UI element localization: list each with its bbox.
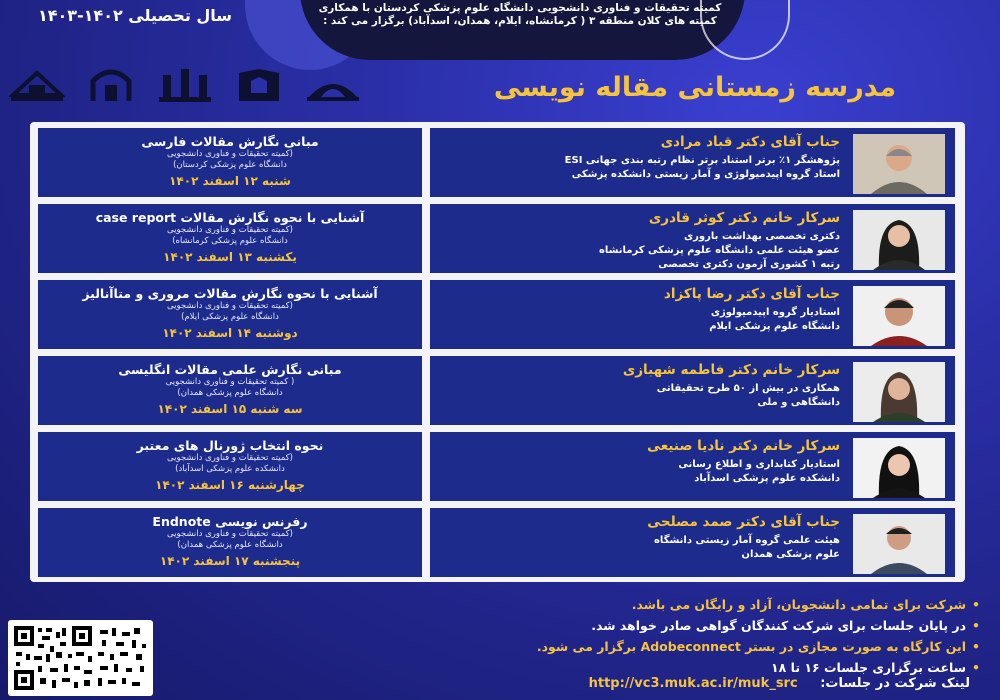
session-date: پنجشنبه ۱۷ اسفند ۱۴۰۲ [159, 554, 301, 568]
session-title: مبانی نگارش علمی مقالات انگلیسی [118, 362, 342, 377]
session-date: چهارشنبه ۱۶ اسفند ۱۴۰۲ [155, 478, 305, 492]
note-item: •این کارگاه به صورت مجازی در بستر Adobeconnect برگزار می شود. [536, 639, 980, 654]
note-item: •ساعت برگزاری جلسات ۱۶ تا ۱۸ [771, 660, 980, 675]
event-title: مدرسه زمستانی مقاله نویسی [493, 72, 897, 103]
speaker-photo-4 [853, 362, 945, 422]
note-item: •در پایان جلسات برای شرکت کنندگان گواهی صادر خواهد شد. [591, 618, 980, 633]
speaker-card [430, 356, 955, 425]
note-item: •شرکت برای تمامی دانشجویان، آزاد و رایگان می باشد. [631, 597, 980, 612]
session-card [38, 128, 422, 197]
session-date: دوشنبه ۱۴ اسفند ۱۴۰۲ [162, 326, 298, 340]
speaker-info: استادیار گروه اپیدمیولوژی [710, 307, 840, 318]
session-title: رفرنس نویسی Endnote [152, 514, 308, 529]
session-university: دانشگاه علوم پزشکی همدان) [177, 540, 283, 550]
session-organizer: (کمیته تحقیقات و فناوری دانشجویی [167, 453, 293, 463]
session-card [38, 356, 422, 425]
university-logos [0, 60, 370, 110]
speaker-info: استاد گروه اپیدمیولوژی و آمار زیستی دانشکده پزشکی [571, 169, 840, 180]
speaker-card [430, 280, 955, 349]
logo-hamadan-icon [83, 67, 139, 103]
speaker-info: دکتری تخصصی بهداشت باروری [683, 231, 840, 242]
organizer-text: کمیته تحقیقات و فناوری دانشجویی دانشگاه علوم پزشکی کردستان با همکاری کمیته های کلان منطقه ۳ ( کرمانشاه، ایلام، همدان، اسدآباد) برگزار می کند : [318, 2, 722, 27]
speaker-card [430, 128, 955, 197]
session-title: مبانی نگارش مقالات فارسی [141, 134, 319, 149]
session-title: آشنایی با نحوه نگارش مقالات case report [95, 210, 365, 225]
academic-year: سال تحصیلی ۱۴۰۲-۱۴۰۳ [37, 6, 233, 25]
session-title: نحوه انتخاب ژورنال های معتبر [136, 438, 324, 453]
join-link-label: لینک شرکت در جلسات: [820, 676, 970, 691]
speaker-info: دانشکده علوم پزشکی اسدآباد [694, 473, 840, 484]
session-organizer: (کمیته تحقیقات و فناوری دانشجویی [167, 301, 293, 311]
speaker-photo-1 [853, 134, 945, 194]
speaker-card [430, 508, 955, 577]
speaker-info: پژوهشگر ۱٪ برتر استناد برتر نظام رتبه بندی جهانی ESI [564, 155, 840, 166]
notes-list [330, 594, 980, 678]
session-university: دانشگاه علوم پزشکی کرمانشاه) [172, 236, 288, 246]
speaker-name: جناب آقای دکتر قباد مرادی [660, 134, 840, 150]
speaker-info: استادیار کتابداری و اطلاع رسانی [678, 459, 840, 470]
speaker-card [430, 432, 955, 501]
session-organizer: (کمیته تحقیقات و فناوری دانشجویی [167, 149, 293, 159]
session-date: یکشنبه ۱۳ اسفند ۱۴۰۲ [163, 250, 297, 264]
speaker-photo-6 [853, 514, 945, 574]
speaker-name: جناب آقای دکتر صمد مصلحی [647, 514, 840, 530]
join-link-row [330, 676, 970, 691]
speaker-info: همکاری در بیش از ۵۰ طرح تحقیقاتی [656, 383, 840, 394]
session-card [38, 508, 422, 577]
qr-code-icon [8, 620, 153, 696]
session-university: دانشکده علوم پزشکی اسدآباد) [175, 464, 285, 474]
speaker-name: جناب آقای دکتر رضا پاکزاد [663, 286, 840, 302]
session-university: دانشگاه علوم پزشکی همدان) [177, 388, 283, 398]
logo-kermanshah-icon [231, 67, 287, 103]
speaker-info: رتبه ۱ کشوری آزمون دکتری تخصصی [658, 259, 840, 270]
speaker-name: سرکار خانم دکتر فاطمه شهبازی [622, 362, 840, 378]
session-card [38, 204, 422, 273]
speaker-name: سرکار خانم دکتر نادیا صنیعی [647, 438, 840, 454]
logo-ilam-icon [157, 67, 213, 103]
session-organizer: ( کمیته تحقیقات و فناوری دانشجویی [165, 377, 295, 387]
speaker-photo-3 [853, 286, 945, 346]
speaker-info: عضو هیئت علمی دانشگاه علوم پزشکی کرمانشاه [598, 245, 840, 256]
speaker-info: هیئت علمی گروه آمار زیستی دانشگاه [654, 535, 840, 546]
session-organizer: (کمیته تحقیقات و فناوری دانشجویی [167, 529, 293, 539]
speaker-photo-2 [853, 210, 945, 270]
session-date: سه شنبه ۱۵ اسفند ۱۴۰۲ [157, 402, 303, 416]
session-date: شنبه ۱۲ اسفند ۱۴۰۲ [169, 174, 291, 188]
session-card [38, 280, 422, 349]
speaker-info: علوم پزشکی همدان [741, 549, 840, 560]
speaker-photo-5 [853, 438, 945, 498]
session-university: دانشگاه علوم پزشکی کردستان) [173, 160, 287, 170]
logo-kurdistan-icon [305, 67, 361, 103]
speaker-name: سرکار خانم دکتر کوثر قادری [648, 210, 840, 226]
speaker-info: دانشگاهی و ملی [757, 397, 840, 408]
speaker-card [430, 204, 955, 273]
session-title: آشنایی با نحوه نگارش مقالات مروری و متاآنالیز [82, 286, 378, 301]
session-card [38, 432, 422, 501]
speaker-info: دانشگاه علوم پزشکی ایلام [709, 321, 840, 332]
join-link[interactable]: http://vc3.muk.ac.ir/muk_src [588, 676, 798, 691]
logo-asadabad-icon [9, 67, 65, 103]
session-university: دانشگاه علوم پزشکی ایلام) [181, 312, 279, 322]
session-organizer: (کمیته تحقیقات و فناوری دانشجویی [167, 225, 293, 235]
